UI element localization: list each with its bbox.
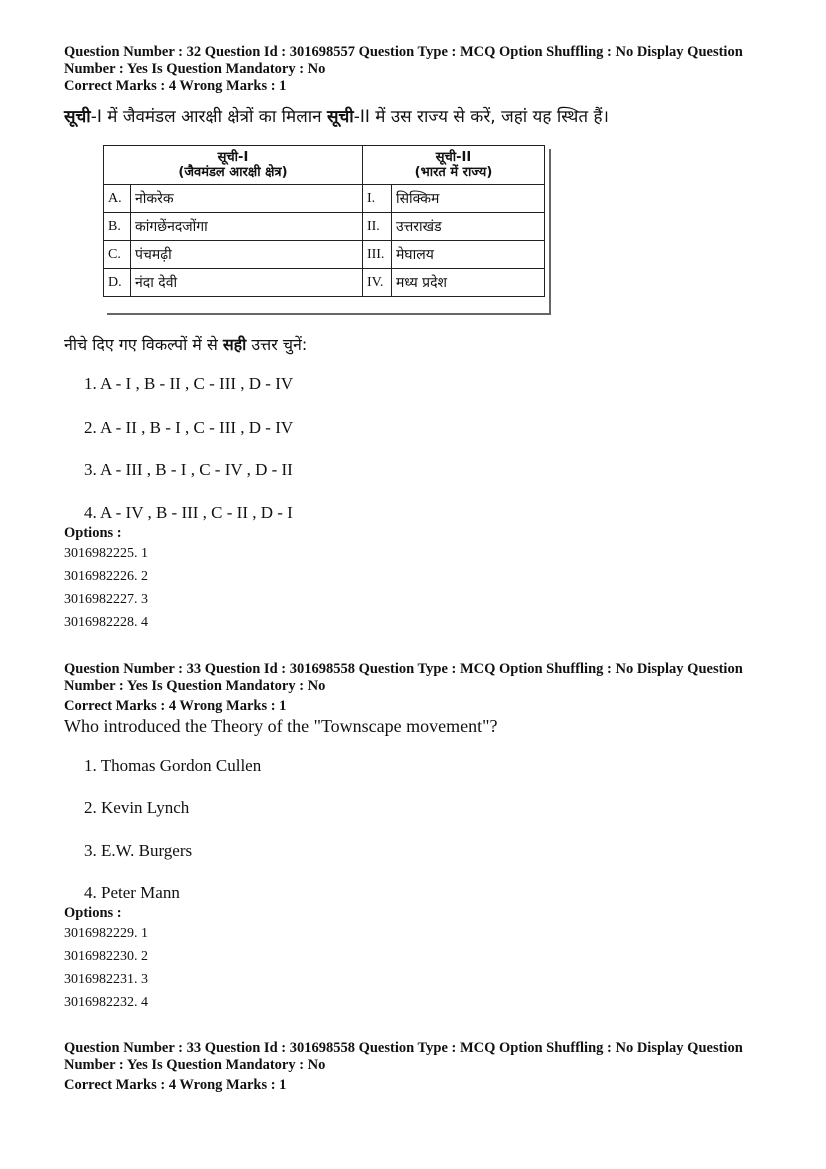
list2-item: सिक्किम <box>391 185 544 213</box>
table-row <box>104 241 545 269</box>
list1-item: नंदा देवी <box>131 269 363 297</box>
choice-item: 2. A - II , B - I , C - III , D - IV <box>84 418 294 437</box>
question-33-text: Who introduced the Theory of the "Townscape movement"? <box>64 716 498 736</box>
question-meta-line: Question Number : 33 Question Id : 301698558 Question Type : MCQ Option Shuffling : No Display Question <box>64 1040 743 1056</box>
list1-item: कांगछेंनदजोंगा <box>131 213 363 241</box>
text-bold: सूची <box>64 107 91 127</box>
table-row <box>104 269 545 297</box>
option-id: 3016982225. 1 <box>64 546 148 561</box>
row-label: D. <box>104 269 131 297</box>
question-meta-line: Question Number : 33 Question Id : 301698558 Question Type : MCQ Option Shuffling : No Display Question <box>64 661 743 677</box>
question-meta-line: Question Number : 32 Question Id : 301698557 Question Type : MCQ Option Shuffling : No Display Question <box>64 44 743 60</box>
list1-item: नोकरेक <box>131 185 363 213</box>
choice-item: 1. Thomas Gordon Cullen <box>84 756 262 775</box>
option-id: 3016982228. 4 <box>64 615 148 630</box>
text-part: -I में जैवमंडल आरक्षी क्षेत्रों का मिलान <box>90 107 327 127</box>
list2-item: उत्तराखंड <box>391 213 544 241</box>
match-table <box>103 145 545 297</box>
choice-item: 1. A - I , B - II , C - III , D - IV <box>84 374 294 393</box>
row-label: A. <box>104 185 131 213</box>
row-label: II. <box>362 213 391 241</box>
row-label: B. <box>104 213 131 241</box>
question-meta-line: Number : Yes Is Question Mandatory : No <box>64 678 326 694</box>
text-bold: सूची <box>326 107 354 127</box>
choice-item: 4. Peter Mann <box>84 883 180 902</box>
table-row <box>104 213 545 241</box>
choice-item: 3. E.W. Burgers <box>84 841 193 860</box>
question-33b-header <box>64 1040 764 1094</box>
list1-item: पंचमढ़ी <box>131 241 363 269</box>
question-32-instruction: नीचे दिए गए विकल्पों में से सही उत्तर चुनें: <box>64 335 308 354</box>
table-row <box>104 185 545 213</box>
question-marks: Correct Marks : 4 Wrong Marks : 1 <box>64 78 287 94</box>
table-header-row <box>104 146 545 185</box>
question-meta-line: Number : Yes Is Question Mandatory : No <box>64 1057 326 1073</box>
question-33-header <box>64 661 764 715</box>
row-label: IV. <box>362 269 391 297</box>
question-32-text <box>64 104 609 127</box>
option-id: 3016982231. 3 <box>64 972 148 987</box>
question-marks: Correct Marks : 4 Wrong Marks : 1 <box>64 698 287 714</box>
list2-item: मध्य प्रदेश <box>391 269 544 297</box>
col2-header: सूची-II (भारत में राज्य) <box>362 146 544 185</box>
choice-item: 2. Kevin Lynch <box>84 798 190 817</box>
choice-item: 4. A - IV , B - III , C - II , D - I <box>84 503 293 522</box>
question-meta-line: Number : Yes Is Question Mandatory : No <box>64 61 326 77</box>
question-marks: Correct Marks : 4 Wrong Marks : 1 <box>64 1077 287 1093</box>
option-id: 3016982229. 1 <box>64 926 148 941</box>
option-id: 3016982230. 2 <box>64 949 148 964</box>
row-label: C. <box>104 241 131 269</box>
option-id: 3016982232. 4 <box>64 995 148 1010</box>
list2-item: मेघालय <box>391 241 544 269</box>
row-label: III. <box>362 241 391 269</box>
option-id: 3016982226. 2 <box>64 569 148 584</box>
text-part: -II में उस राज्य से करें, जहां यह स्थित हैं। <box>353 107 609 127</box>
col1-header: सूची-I (जैवमंडल आरक्षी क्षेत्र) <box>104 146 363 185</box>
option-id: 3016982227. 3 <box>64 592 148 607</box>
options-label: Options : <box>64 905 122 921</box>
choice-item: 3. A - III , B - I , C - IV , D - II <box>84 460 293 479</box>
question-32-header <box>64 44 764 95</box>
options-label: Options : <box>64 525 122 541</box>
row-label: I. <box>362 185 391 213</box>
